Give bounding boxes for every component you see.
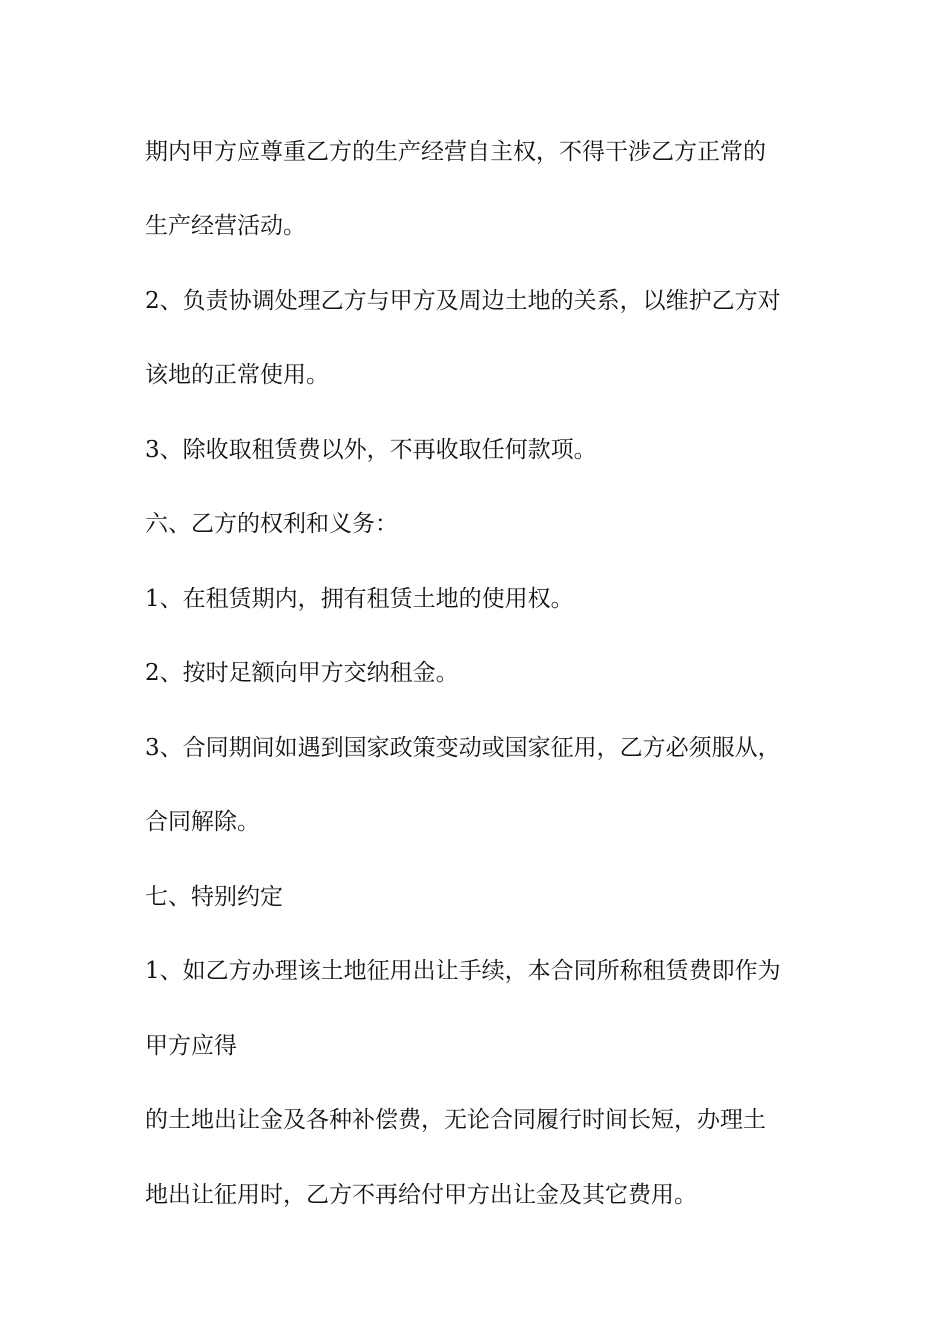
- text-line: 1、如乙方办理该土地征用出让手续，本合同所称租赁费即作为: [145, 958, 781, 984]
- text-line: 2、按时足额向甲方交纳租金。: [145, 660, 459, 686]
- text-line: 期内甲方应尊重乙方的生产经营自主权，不得干涉乙方正常的: [145, 139, 766, 165]
- section-heading: 七、特别约定: [145, 884, 283, 910]
- text-line: 3、合同期间如遇到国家政策变动或国家征用，乙方必须服从，: [145, 735, 781, 761]
- text-line: 3、除收取租赁费以外，不再收取任何款项。: [145, 437, 597, 463]
- text-line: 合同解除。: [145, 809, 260, 835]
- text-line: 的土地出让金及各种补偿费，无论合同履行时间长短，办理土: [145, 1107, 766, 1133]
- text-line: 1、在租赁期内，拥有租赁土地的使用权。: [145, 586, 574, 612]
- text-line: 甲方应得: [145, 1033, 237, 1059]
- section-heading: 六、乙方的权利和义务：: [145, 511, 398, 537]
- text-line: 地出让征用时，乙方不再给付甲方出让金及其它费用。: [145, 1182, 697, 1208]
- text-line: 生产经营活动。: [145, 213, 306, 239]
- text-line: 该地的正常使用。: [145, 362, 329, 388]
- text-line: 2、负责协调处理乙方与甲方及周边土地的关系，以维护乙方对: [145, 288, 781, 314]
